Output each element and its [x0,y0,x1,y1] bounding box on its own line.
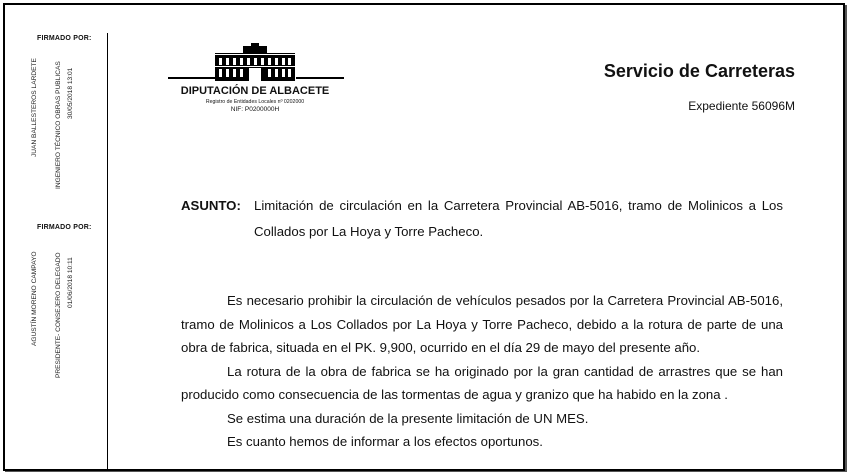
palace-icon [215,43,295,81]
body-paragraph-4: Es cuanto hemos de informar a los efectos oportunos. [227,434,543,449]
signature-panel [5,5,109,469]
signature-role-1: INGENIERO TÉCNICO OBRAS PUBLICAS [55,61,62,189]
signature-name-2: AGUSTÍN MORENO CAMPAYO [31,251,38,346]
expediente-number: Expediente 56096M [688,99,795,113]
body-paragraph-3: Se estima una duración de la presente limitación de UN MES. [227,410,589,426]
letter-body [181,289,783,454]
signature-role-2: PRESIDENTE- CONSEJERO DELEGADO [55,252,62,378]
service-title: Servicio de Carreteras [603,61,795,81]
signature-label-2: FIRMADO POR: [37,224,92,231]
signature-divider [107,33,108,469]
document-page [3,3,845,471]
signature-name-1: JUAN BALLESTEROS LARDETE [31,58,38,157]
signature-date-1: 30/05/2018 13:01 [67,67,74,119]
org-name: DIPUTACIÓN DE ALBACETE [180,85,330,97]
org-registry: Registro de Entidades Locales nº 0202000 [205,99,305,105]
signature-date-2: 01/06/2018 10:11 [67,257,74,308]
signature-label-1: FIRMADO POR: [37,35,92,42]
logo-rule [168,77,344,79]
subject-text: Limitación de circulación en la Carretera Provincial AB-5016, tramo de Molinicos a Los Collados por La Hoya y Torre Pacheco. [254,198,783,239]
org-nif: NIF: P0200000H [230,106,280,113]
subject-label: ASUNTO: [181,198,241,213]
body-paragraph-2: La rotura de la obra de fabrica se ha originado por la gran cantidad de arrastres que se han producido como consecuencia de las tormentas de agua y granizo que ha habido en la zona . [181,363,783,402]
org-logo-block [160,43,350,117]
body-paragraph-1: Es necesario prohibir la circulación de vehículos pesados por la Carretera Provincial AB-5016, tramo de Molinicos a Los Collados por La Hoya y Torre Pacheco, debido a la rotura de parte de una obra de fabrica, situada en el PK. 9,900, ocurrido en el día 29 de mayo del presente año. [181,293,783,355]
